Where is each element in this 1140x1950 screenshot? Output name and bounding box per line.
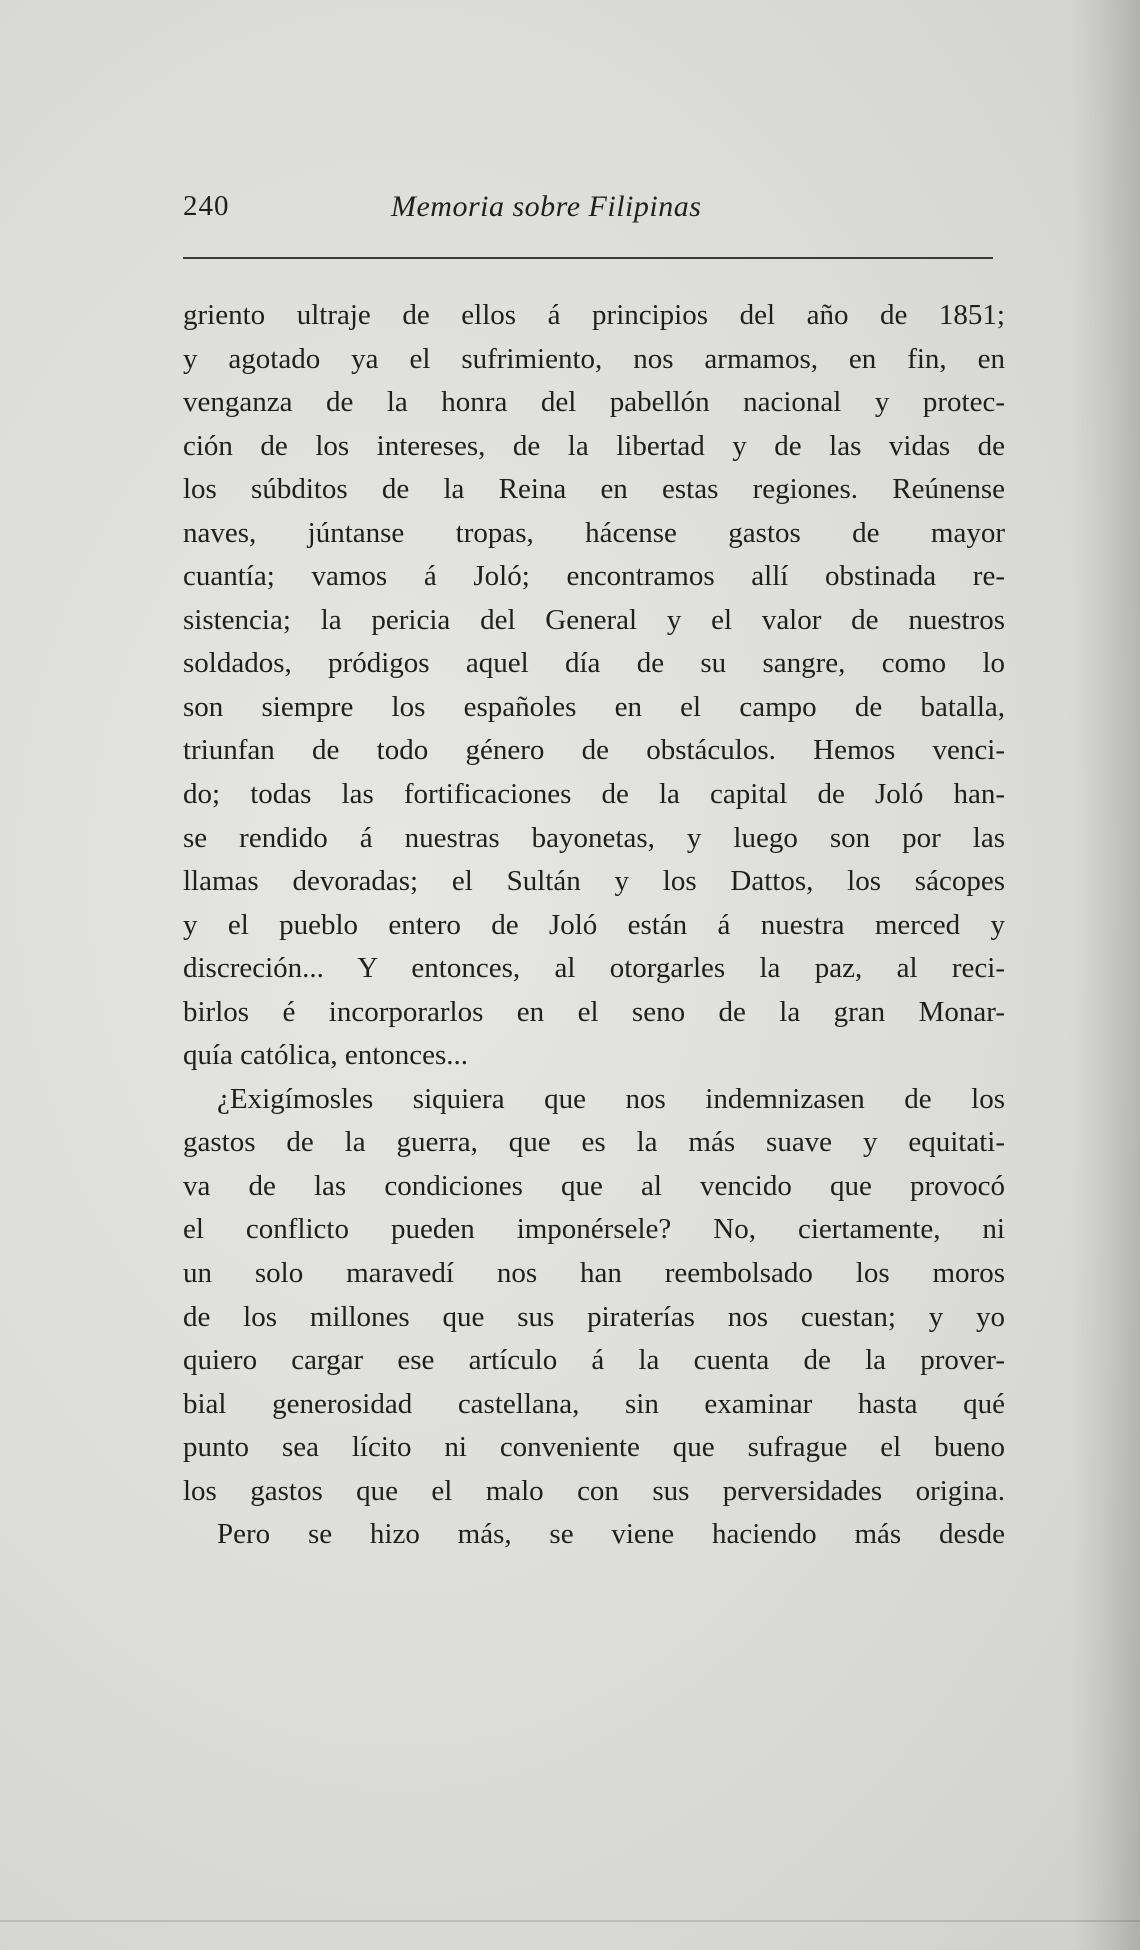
text-line: quiero cargar ese artículo á la cuenta de la prover-	[183, 1344, 1005, 1377]
text-line: ¿Exigímosles siquiera que nos indemnizasen de los	[217, 1082, 1005, 1115]
text-line: se rendido á nuestras bayonetas, y luego son por las	[183, 821, 1005, 854]
text-line: discreción... Y entonces, al otorgarles la paz, al reci-	[183, 952, 1005, 985]
text-line: de los millones que sus piraterías nos cuestan; y yo	[183, 1300, 1005, 1333]
text-line: llamas devoradas; el Sultán y los Dattos, los sácopes	[183, 865, 1005, 898]
spine-shadow	[1070, 0, 1140, 1950]
text-line: triunfan de todo género de obstáculos. Hemos venci-	[183, 734, 1005, 767]
text-line: bial generosidad castellana, sin examinar hasta qué	[183, 1387, 1005, 1420]
text-line: soldados, pródigos aquel día de su sangre, como lo	[183, 647, 1005, 680]
text-line: venganza de la honra del pabellón nacional y protec-	[183, 386, 1005, 419]
sheet-edge	[0, 1920, 1140, 1922]
page-header	[183, 190, 993, 240]
page-number: 240	[183, 190, 230, 222]
text-line: sistencia; la pericia del General y el valor de nuestros	[183, 603, 1005, 636]
text-line: do; todas las fortificaciones de la capital de Joló han-	[183, 778, 1005, 811]
text-line: va de las condiciones que al vencido que provocó	[183, 1169, 1005, 1202]
body-text	[183, 294, 1005, 1557]
text-line: los gastos que el malo con sus perversidades origina.	[183, 1474, 1005, 1507]
text-line: los súbditos de la Reina en estas regiones. Reúnense	[183, 473, 1005, 506]
text-line: griento ultraje de ellos á principios del año de 1851;	[183, 299, 1005, 331]
text-line: Pero se hizo más, se viene haciendo más desde	[217, 1518, 1005, 1551]
text-line: son siempre los españoles en el campo de batalla,	[183, 690, 1005, 723]
text-line: el conflicto pueden imponérsele? No, ciertamente, ni	[183, 1213, 1005, 1246]
text-line: un solo maravedí nos han reembolsado los moros	[183, 1257, 1005, 1290]
text-line: cuantía; vamos á Joló; encontramos allí obstinada re-	[183, 560, 1005, 593]
text-line: punto sea lícito ni conveniente que sufrague el bueno	[183, 1431, 1005, 1464]
text-line: quía católica, entonces...	[183, 1039, 469, 1072]
text-line: ción de los intereses, de la libertad y de las vidas de	[183, 429, 1005, 462]
text-line: gastos de la guerra, que es la más suave y equitati-	[183, 1126, 1005, 1159]
text-line: birlos é incorporarlos en el seno de la gran Monar-	[183, 995, 1005, 1028]
text-line: naves, júntanse tropas, hácense gastos de mayor	[183, 516, 1005, 549]
text-line: y agotado ya el sufrimiento, nos armamos, en fin, en	[183, 342, 1005, 375]
header-rule	[183, 257, 993, 259]
running-title: Memoria sobre Filipinas	[391, 190, 702, 223]
text-line: y el pueblo entero de Joló están á nuestra merced y	[183, 908, 1005, 941]
